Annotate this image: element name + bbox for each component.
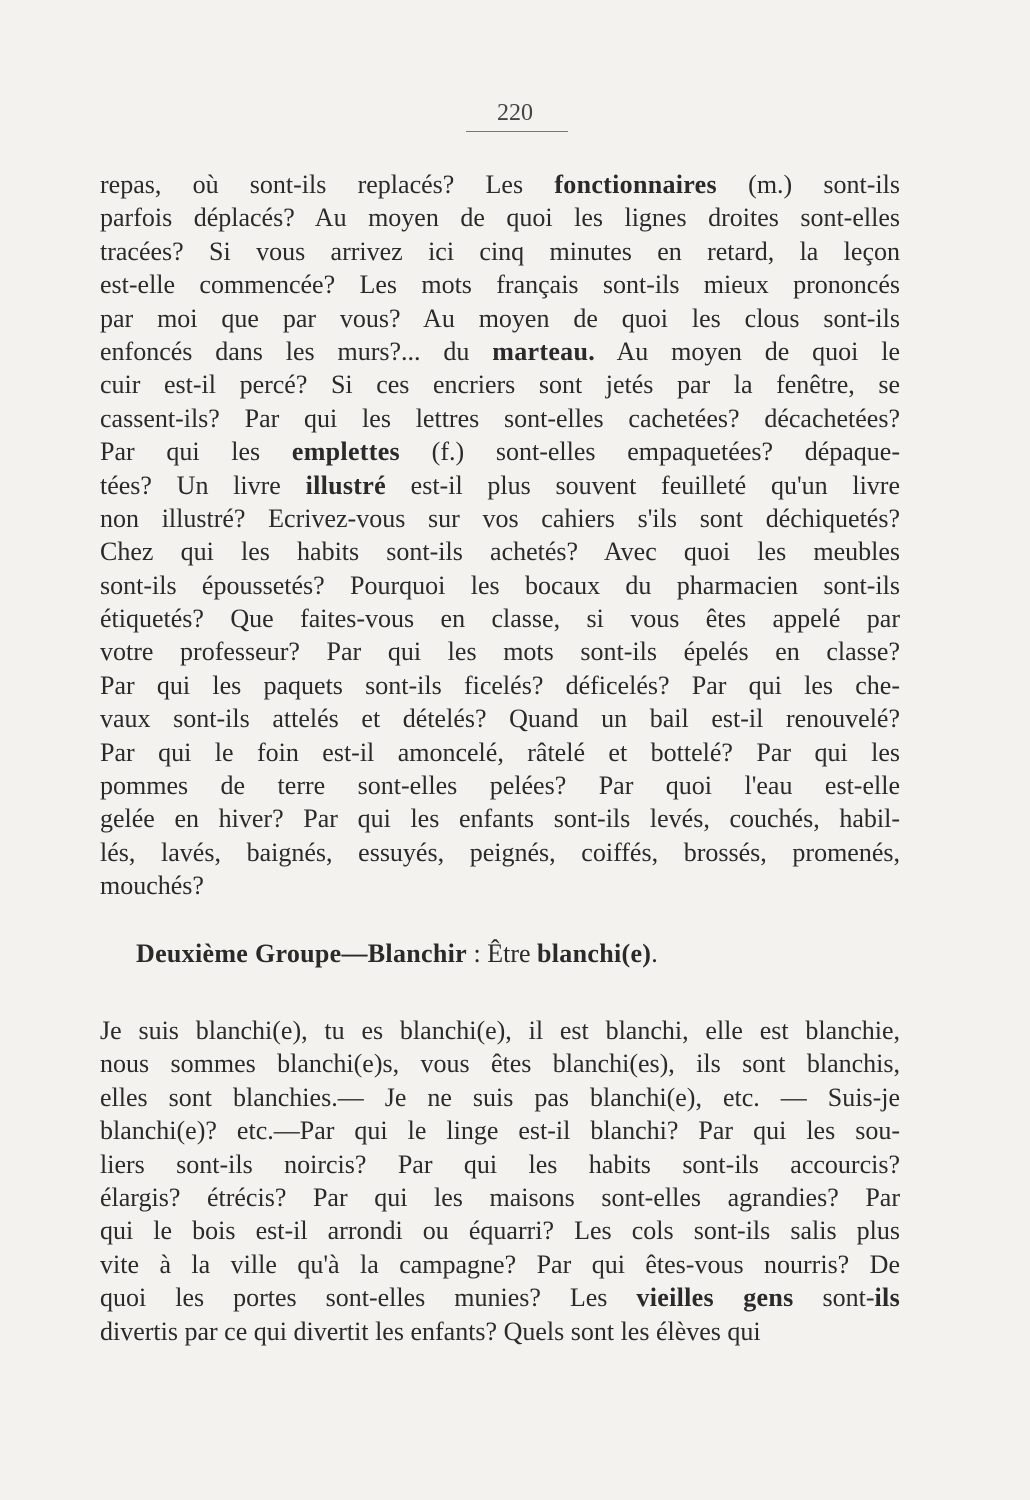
bold-term: marteau. (492, 336, 596, 366)
text-line (100, 335, 900, 368)
text-run: pommes de terre sont-elles pelées? Par quoi l'eau est-elle (100, 771, 900, 801)
paragraph-1 (100, 168, 900, 903)
text-run: lés, lavés, baignés, essuyés, peignés, coiffés, brossés, promenés, (100, 837, 900, 867)
text-line (100, 669, 900, 702)
text-run: par moi que par vous? Au moyen de quoi les clous sont-ils (100, 303, 900, 333)
text-run: Chez qui les habits sont-ils achetés? Avec quoi les meubles (100, 537, 900, 567)
text-line (100, 502, 900, 535)
text-line (100, 168, 900, 201)
text-line (100, 268, 900, 301)
text-run: tracées? Si vous arrivez ici cinq minutes en retard, la leçon (100, 236, 900, 266)
text-run: cassent-ils? Par qui les lettres sont-elles cachetées? décachetées? (100, 403, 900, 433)
text-run: Au moyen de quoi le (595, 336, 900, 366)
text-line (100, 1315, 900, 1348)
text-line (100, 802, 900, 835)
text-run: sont- (793, 1283, 875, 1313)
text-line (100, 635, 900, 668)
text-run: . (651, 939, 658, 968)
text-line (100, 769, 900, 802)
bold-term: fonctionnaires (554, 170, 717, 199)
text-run: qui le bois est-il arrondi ou équarri? Les cols sont-ils salis plus (100, 1216, 900, 1246)
header-rule (466, 131, 568, 132)
bold-term: vieilles gens (636, 1283, 794, 1313)
text-run: nous sommes blanchi(e)s, vous êtes blanchi(es), ils sont blanchis, (100, 1049, 900, 1079)
text-line (100, 1014, 900, 1047)
text-run: votre professeur? Par qui les mots sont-ils épelés en classe? (100, 637, 900, 667)
text-run: enfoncés dans les murs?... du (100, 336, 493, 366)
text-run: liers sont-ils noircis? Par qui les habits sont-ils accourcis? (100, 1149, 900, 1179)
text-run: étiquetés? Que faites-vous en classe, si vous êtes appelé par (100, 604, 900, 634)
text-run: blanchi(e)? etc.—Par qui le linge est-il blanchi? Par qui les sou- (100, 1116, 900, 1146)
text-run: (f.) sont-elles empaquetées? dépaque- (399, 437, 900, 467)
text-run: : Être (466, 939, 538, 968)
text-run: mouchés? (100, 871, 204, 901)
text-line (100, 836, 900, 869)
text-run: parfois déplacés? Au moyen de quoi les lignes droites sont-elles (100, 203, 900, 233)
section-heading (136, 936, 658, 972)
text-line (100, 569, 900, 602)
text-line (100, 201, 900, 234)
text-line (100, 302, 900, 335)
text-run: gelée en hiver? Par qui les enfants sont-ils levés, couchés, habil- (100, 804, 900, 834)
text-line (100, 1148, 900, 1181)
text-run: tées? Un livre (100, 470, 306, 500)
text-run: (m.) sont-ils (716, 170, 900, 199)
text-run: est-il plus souvent feuilleté qu'un livre (385, 470, 901, 500)
text-line (100, 702, 900, 735)
bold-term: emplettes (291, 437, 400, 467)
text-run: non illustré? Ecrivez-vous sur vos cahiers s'ils sont déchiquetés? (100, 503, 900, 533)
text-line (100, 869, 900, 902)
text-run: Par qui les (100, 437, 292, 467)
bold-term: blanchi(e) (537, 939, 652, 968)
text-line (100, 235, 900, 268)
text-line (100, 1214, 900, 1247)
text-line (100, 402, 900, 435)
text-run: divertis par ce qui divertit les enfants? Quels sont les élèves qui (100, 1316, 761, 1346)
text-run: Je suis blanchi(e), tu es blanchi(e), il est blanchi, elle est blanchie, (100, 1016, 900, 1045)
text-run: élargis? étrécis? Par qui les maisons sont-elles agrandies? Par (100, 1182, 900, 1212)
text-run: quoi les portes sont-elles munies? Les (100, 1283, 637, 1313)
text-line (100, 1281, 900, 1314)
text-line (100, 469, 900, 502)
text-run: Par qui les paquets sont-ils ficelés? déficelés? Par qui les che- (100, 670, 900, 700)
text-line (100, 1114, 900, 1147)
page-number: 220 (497, 100, 533, 126)
text-run: Par qui le foin est-il amoncelé, râtelé et bottelé? Par qui les (100, 737, 900, 767)
text-line (100, 1047, 900, 1080)
text-run: cuir est-il percé? Si ces encriers sont jetés par la fenêtre, se (100, 370, 900, 400)
text-run: elles sont blanchies.— Je ne suis pas blanchi(e), etc. — Suis-je (100, 1082, 900, 1112)
text-run: est-elle commencée? Les mots français sont-ils mieux prononcés (100, 270, 900, 300)
text-line (100, 1248, 900, 1281)
text-run: repas, où sont-ils replacés? Les (100, 170, 555, 199)
paragraph-2 (100, 1014, 900, 1348)
bold-term: Deuxième Groupe—Blanchir (136, 939, 467, 968)
text-line (100, 435, 900, 468)
text-line (100, 535, 900, 568)
text-line (100, 1081, 900, 1114)
text-run: vaux sont-ils attelés et dételés? Quand un bail est-il renouvelé? (100, 704, 900, 734)
text-line (100, 368, 900, 401)
text-line (100, 736, 900, 769)
text-line (100, 602, 900, 635)
bold-term: illustré (305, 470, 386, 500)
text-run: sont-ils époussetés? Pourquoi les bocaux du pharmacien sont-ils (100, 570, 900, 600)
text-line (100, 1181, 900, 1214)
text-run: vite à la ville qu'à la campagne? Par qui êtes-vous nourris? De (100, 1249, 900, 1279)
bold-term: ils (874, 1283, 900, 1313)
